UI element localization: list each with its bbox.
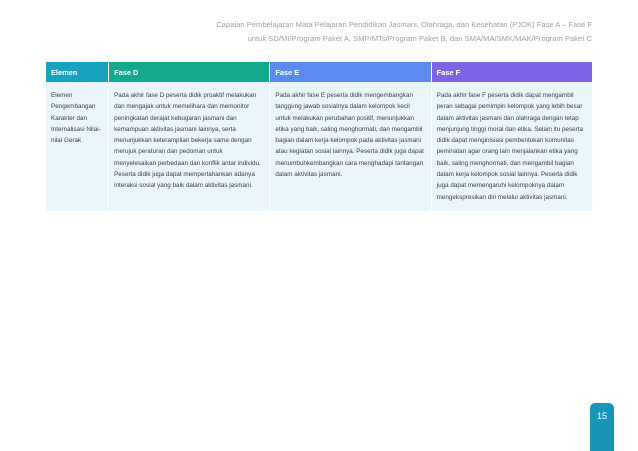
header-line-1: Capaian Pembelajaran Mata Pelajaran Pendidikan Jasmani, Olahraga, dan Kesehatan (PJOK) Fase A – Fase F [216,20,592,29]
page-number-badge [590,403,614,451]
header-elemen: Elemen [46,62,109,82]
document-header [172,18,592,46]
cell-fase-f: Pada akhir fase F peserta didik dapat mengambil peran sebagai pemimpin kelompok yang lebih besar dalam aktivitas jasmani dan olahraga dengan tetap menjunjung tinggi moral dan etika. Selain itu peserta didik dapat menginisiasi pembentukan komunitas peminatan agar orang lain menjalankan etika yang baik, saling menghormati, dan mengambil bagian dalam kerja kelompok sosial lainnya. Peserta didik juga dapat memengaruhi kelompoknya dalam mengekspresikan diri melalui aktivitas jasmani. [431,82,592,211]
cell-elemen: Elemen Pengembangan Karakter dan Internalisasi Nilai-nilai Gerak [46,82,109,211]
capaian-table [46,62,592,211]
table-row [46,82,592,211]
page-number: 15 [596,411,607,421]
header-fase-d: Fase D [109,62,270,82]
cell-fase-e: Pada akhir fase E peserta didik mengembangkan tanggung jawab sosialnya dalam kelompok kecil untuk melakukan perubahan positif, menunjukkan etika yang baik, saling menghormati, dan mengambil bagian dalam kerja kelompok pada aktivitas jasmani atau kegiatan sosial lainnya. Peserta didik juga dapat menumbuhkembangkan cara menghadapi tantangan dalam aktivitas jasmani. [270,82,431,211]
header-fase-f: Fase F [431,62,592,82]
header-fase-e: Fase E [270,62,431,82]
cell-fase-d: Pada akhir fase D peserta didik proaktif melakukan dan mengajak untuk memelihara dan memonitor peningkatan derajat kebugaran jasmani dan kemampuan aktivitas jasmani lainnya, serta menunjukkan keterampilan bekerja sama dengan merujuk peraturan dan pedoman untuk menyelesaikan perbedaan dan konflik antar individu. Peserta didik juga dapat mempertahankan adanya interaksi sosial yang baik dalam aktivitas jasmani. [109,82,270,211]
header-line-2: untuk SD/MI/Program Paket A, SMP/MTs/Program Paket B, dan SMA/MA/SMK/MAK/Program Paket C [247,34,592,43]
table-header-row [46,62,592,82]
